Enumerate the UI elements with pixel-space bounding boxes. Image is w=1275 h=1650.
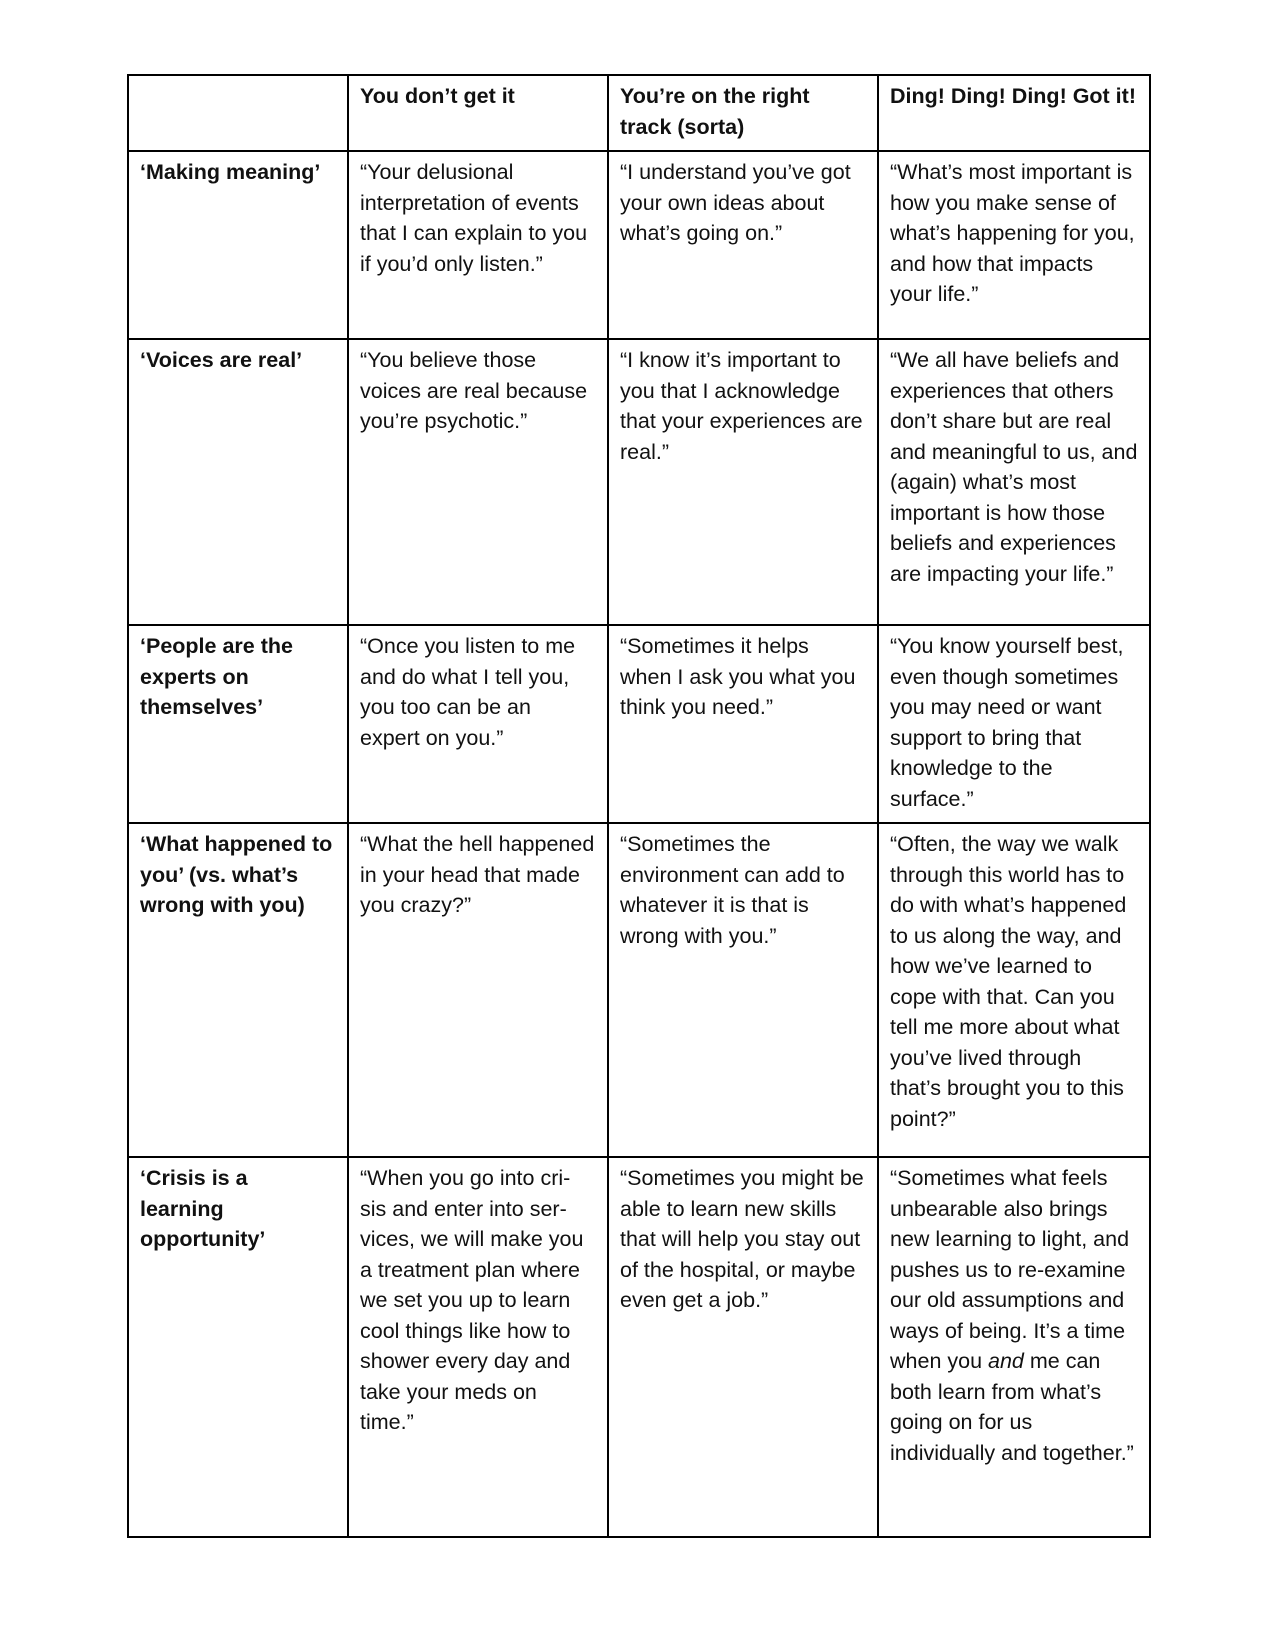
header-row bbox=[128, 75, 1150, 151]
comparison-table bbox=[127, 74, 1151, 1538]
right-track-cell: “Sometimes the environment can add to whatever it is that is wrong with you.” bbox=[608, 823, 878, 1157]
header-cell-right-track: You’re on the right track (sorta) bbox=[608, 75, 878, 151]
table-row bbox=[128, 1157, 1150, 1537]
row-label: ‘Crisis is a learning opportunity’ bbox=[128, 1157, 348, 1537]
right-track-cell: “I know it’s important to you that I acknowledge that your experiences are real.” bbox=[608, 339, 878, 625]
table-row bbox=[128, 823, 1150, 1157]
dont-get-it-cell: “When you go into cri-sis and enter into ser-vices, we will make you a treatment plan where we set you up to learn cool things like how to shower every day and take your meds on time.” bbox=[348, 1157, 608, 1537]
got-it-cell: “What’s most important is how you make sense of what’s happening for you, and how that impacts your life.” bbox=[878, 151, 1150, 339]
dont-get-it-cell: “Your delusional interpretation of events that I can explain to you if you’d only listen.” bbox=[348, 151, 608, 339]
got-it-cell: “We all have beliefs and experiences that others don’t share but are real and meaningful to us, and (again) what’s most important is how those beliefs and experiences are impacting your life.” bbox=[878, 339, 1150, 625]
got-it-emphasis: and bbox=[988, 1349, 1024, 1373]
got-it-text-after: me can both learn from what’s going on for us individually and together.” bbox=[890, 1349, 1134, 1465]
got-it-text-before: “Sometimes what feels unbearable also brings new learning to light, and pushes us to re-examine our old assumptions and ways of being. It’s a time when you bbox=[890, 1166, 1130, 1373]
got-it-cell: “Often, the way we walk through this world has to do with what’s happened to us along the way, and how we’ve learned to cope with that. Can you tell me more about what you’ve lived through that’s brought you to this point?” bbox=[878, 823, 1150, 1157]
dont-get-it-cell: “What the hell happened in your head that made you crazy?” bbox=[348, 823, 608, 1157]
header-cell-dont-get-it: You don’t get it bbox=[348, 75, 608, 151]
table-row bbox=[128, 339, 1150, 625]
right-track-cell: “I understand you’ve got your own ideas about what’s going on.” bbox=[608, 151, 878, 339]
table-row bbox=[128, 151, 1150, 339]
got-it-cell: “You know yourself best, even though sometimes you may need or want support to bring that knowledge to the surface.” bbox=[878, 625, 1150, 823]
row-label: ‘Making meaning’ bbox=[128, 151, 348, 339]
header-cell-empty bbox=[128, 75, 348, 151]
row-label: ‘People are the experts on themselves’ bbox=[128, 625, 348, 823]
dont-get-it-cell: “You believe those voices are real because you’re psychotic.” bbox=[348, 339, 608, 625]
row-label: ‘What happened to you’ (vs. what’s wrong with you) bbox=[128, 823, 348, 1157]
table-row bbox=[128, 625, 1150, 823]
right-track-cell: “Sometimes you might be able to learn new skills that will help you stay out of the hospital, or maybe even get a job.” bbox=[608, 1157, 878, 1537]
header-cell-got-it: Ding! Ding! Ding! Got it! bbox=[878, 75, 1150, 151]
right-track-cell: “Sometimes it helps when I ask you what you think you need.” bbox=[608, 625, 878, 823]
got-it-cell bbox=[878, 1157, 1150, 1537]
row-label: ‘Voices are real’ bbox=[128, 339, 348, 625]
dont-get-it-cell: “Once you listen to me and do what I tell you, you too can be an expert on you.” bbox=[348, 625, 608, 823]
